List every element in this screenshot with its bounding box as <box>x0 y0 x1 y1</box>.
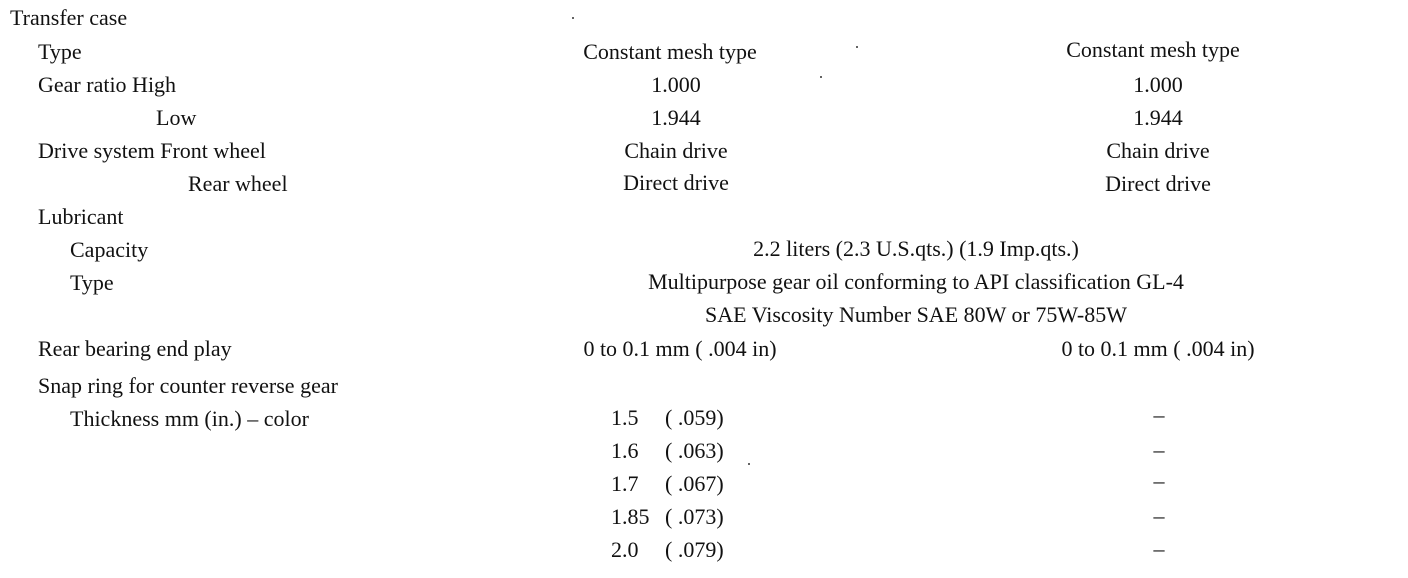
scan-speck <box>820 76 822 78</box>
drive-rear-col1: Direct drive <box>623 170 729 195</box>
scan-speck <box>748 463 750 465</box>
row-label-rear-bearing: Rear bearing end play <box>38 336 232 361</box>
scan-speck <box>572 17 574 19</box>
thickness-col2: – <box>1153 402 1165 427</box>
thickness-mm: 1.6 <box>611 438 639 463</box>
thickness-mm: 2.0 <box>611 537 639 562</box>
row-label-lube-type: Type <box>70 270 114 295</box>
type-value-col2: Constant mesh type <box>1066 37 1240 62</box>
section-title: Transfer case <box>10 5 128 30</box>
row-label-thickness: Thickness mm (in.) – color <box>70 406 309 431</box>
thickness-in: ( .073) <box>665 504 724 529</box>
thickness-col2: – <box>1153 468 1165 493</box>
row-label-drive-front: Drive system Front wheel <box>38 138 266 163</box>
rear-bearing-col2: 0 to 0.1 mm ( .004 in) <box>1061 336 1255 361</box>
gear-ratio-high-col2: 1.000 <box>1133 72 1183 97</box>
drive-front-col1: Chain drive <box>624 138 728 163</box>
thickness-mm: 1.7 <box>611 471 639 496</box>
lube-type-value-line1: Multipurpose gear oil conforming to API classification GL-4 <box>648 269 1184 294</box>
thickness-col2: – <box>1153 503 1165 528</box>
row-label-drive-rear: Rear wheel <box>188 171 288 196</box>
row-label-lubricant: Lubricant <box>38 204 124 229</box>
gear-ratio-low-col2: 1.944 <box>1133 105 1183 130</box>
row-label-capacity: Capacity <box>70 237 149 262</box>
scan-speck <box>856 46 858 48</box>
thickness-col2: – <box>1153 437 1165 462</box>
drive-front-col2: Chain drive <box>1106 138 1210 163</box>
thickness-col2: – <box>1153 536 1165 561</box>
thickness-in: ( .067) <box>665 471 724 496</box>
row-label-snap-ring: Snap ring for counter reverse gear <box>38 373 338 398</box>
lube-type-value-line2: SAE Viscosity Number SAE 80W or 75W-85W <box>705 302 1127 327</box>
type-value-col1: Constant mesh type <box>583 39 757 64</box>
row-label-gear-ratio-high: Gear ratio High <box>38 72 177 97</box>
thickness-in: ( .079) <box>665 537 724 562</box>
thickness-mm: 1.5 <box>611 405 639 430</box>
rear-bearing-col1: 0 to 0.1 mm ( .004 in) <box>583 336 777 361</box>
thickness-mm: 1.85 <box>611 504 650 529</box>
row-label-type: Type <box>38 39 82 64</box>
drive-rear-col2: Direct drive <box>1105 171 1211 196</box>
gear-ratio-high-col1: 1.000 <box>651 72 701 97</box>
thickness-in: ( .059) <box>665 405 724 430</box>
capacity-value: 2.2 liters (2.3 U.S.qts.) (1.9 Imp.qts.) <box>753 236 1079 261</box>
row-label-gear-ratio-low: Low <box>156 105 197 130</box>
thickness-in: ( .063) <box>665 438 724 463</box>
gear-ratio-low-col1: 1.944 <box>651 105 701 130</box>
